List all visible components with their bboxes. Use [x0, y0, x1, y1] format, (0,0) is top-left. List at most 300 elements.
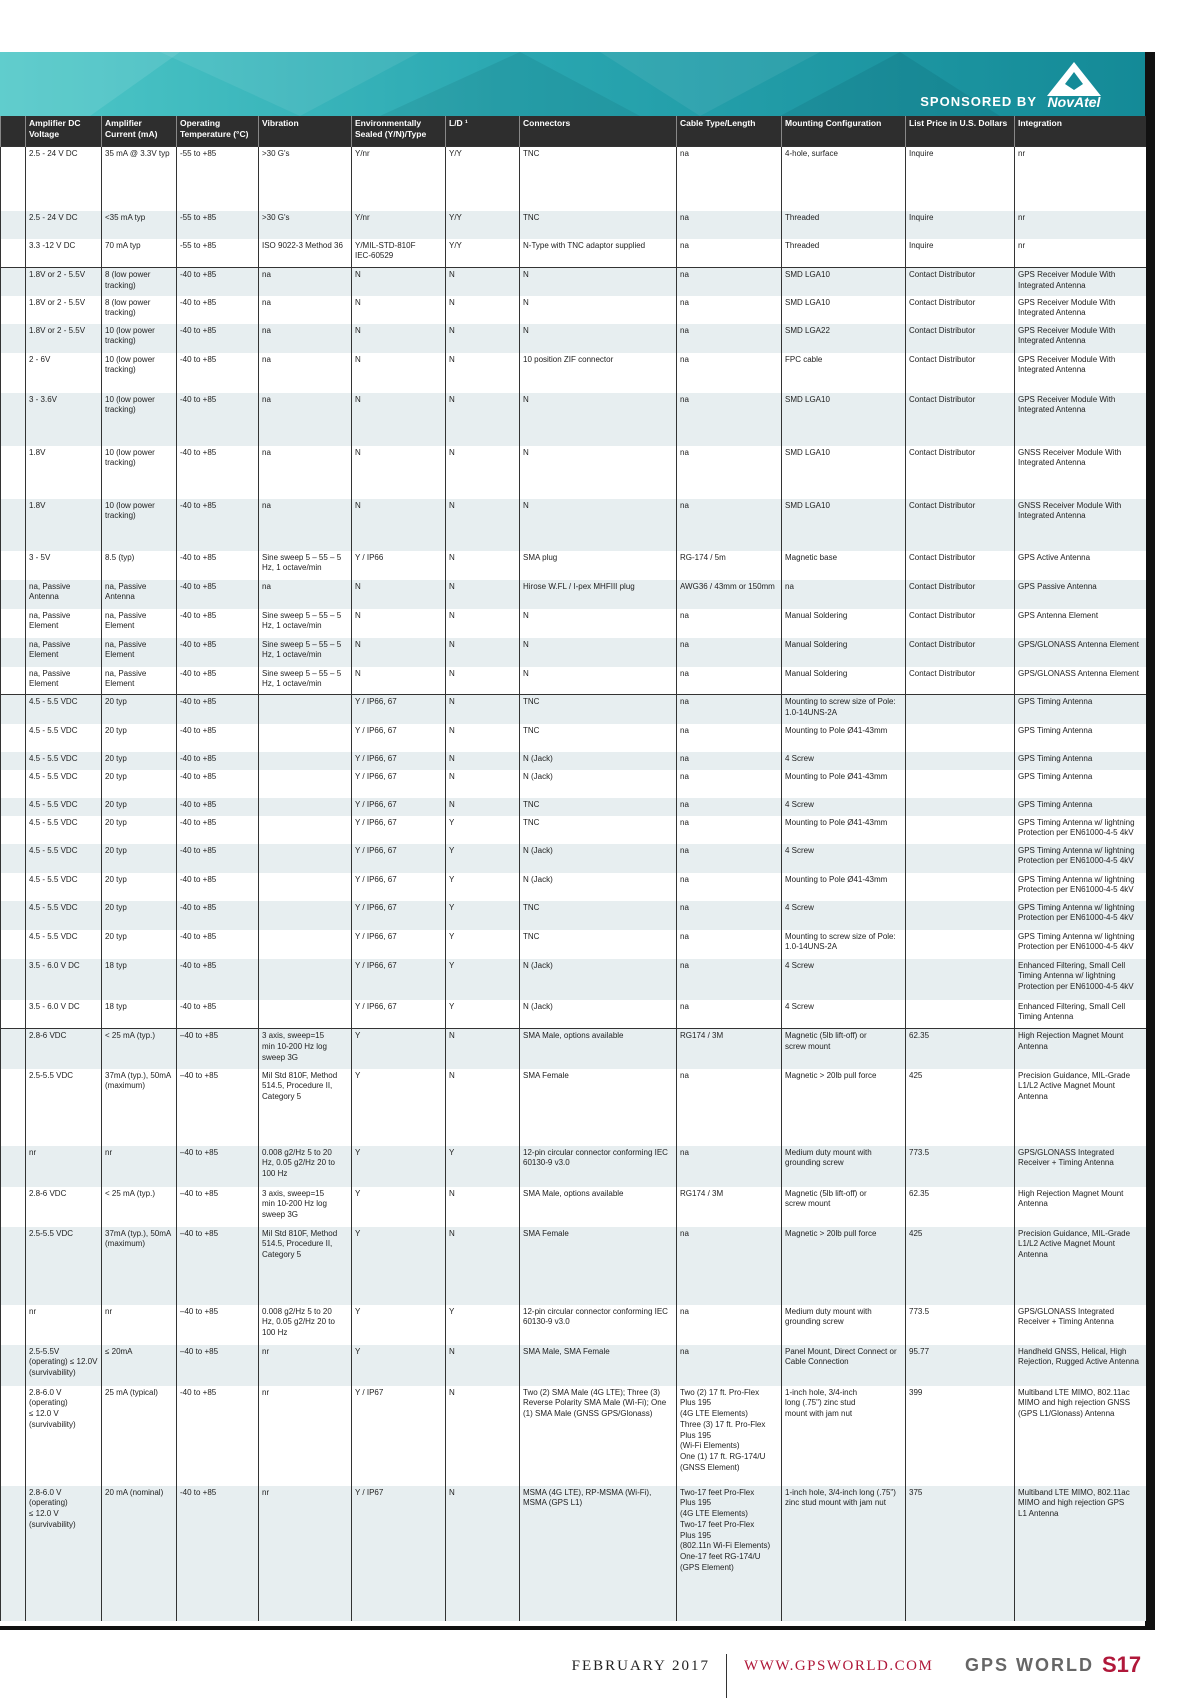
table-row	[1, 1187, 1146, 1227]
row-edge-cell	[1, 667, 26, 695]
table-cell: N	[446, 770, 520, 798]
table-cell: Precision Guidance, MIL-Grade L1/L2 Active Magnet Mount Antenna	[1015, 1069, 1146, 1146]
table-row	[1, 1000, 1146, 1029]
table-header-row	[1, 116, 1146, 147]
table-cell: 20 typ	[102, 816, 177, 844]
table-cell: Contact Distributor	[906, 667, 1015, 695]
table-cell: N	[520, 268, 677, 296]
table-cell: na	[677, 959, 782, 1000]
row-edge-cell	[1, 580, 26, 609]
table-cell: 10 (low power tracking)	[102, 393, 177, 446]
table-row	[1, 324, 1146, 353]
table-cell: 8.5 (typ)	[102, 551, 177, 580]
table-cell: Multiband LTE MIMO, 802.11ac MIMO and high rejection GNSS (GPS L1/Glonass) Antenna	[1015, 1386, 1146, 1486]
table-cell: N	[520, 446, 677, 499]
table-cell: 37mA (typ.), 50mA (maximum)	[102, 1069, 177, 1146]
table-body	[1, 147, 1146, 1621]
table-cell: -40 to +85	[177, 770, 259, 798]
table-cell: 773.5	[906, 1305, 1015, 1345]
table-cell: Contact Distributor	[906, 551, 1015, 580]
table-cell: Enhanced Filtering, Small Cell Timing Antenna w/ lightning Protection per EN61000-4-5 4kV	[1015, 959, 1146, 1000]
table-cell: <35 mA typ	[102, 211, 177, 239]
table-cell: GPS Timing Antenna w/ lightning Protection per EN61000-4-5 4kV	[1015, 816, 1146, 844]
table-cell: GPS Timing Antenna	[1015, 770, 1146, 798]
table-cell: GPS/GLONASS Integrated Receiver + Timing Antenna	[1015, 1305, 1146, 1345]
table-cell: -40 to +85	[177, 638, 259, 667]
table-cell: –40 to +85	[177, 1345, 259, 1386]
table-cell: N	[520, 296, 677, 324]
table-cell: TNC	[520, 798, 677, 816]
table-cell: na	[677, 770, 782, 798]
column-header: Mounting Configuration	[782, 116, 906, 147]
table-row	[1, 1029, 1146, 1069]
table-cell: N	[446, 1227, 520, 1305]
table-cell: Y / IP66, 67	[352, 1000, 446, 1029]
table-cell: Magnetic > 20lb pull force	[782, 1069, 906, 1146]
column-header: Connectors	[520, 116, 677, 147]
table-cell: Y	[446, 816, 520, 844]
table-cell: na	[677, 1227, 782, 1305]
table-cell: na	[677, 147, 782, 211]
table-cell: GPS Timing Antenna w/ lightning Protection per EN61000-4-5 4kV	[1015, 901, 1146, 930]
table-cell: N	[520, 499, 677, 551]
table-row	[1, 1146, 1146, 1187]
table-cell: N	[352, 580, 446, 609]
table-cell	[259, 695, 352, 724]
table-cell: 20 typ	[102, 752, 177, 770]
table-cell: 20 typ	[102, 873, 177, 901]
table-cell: na	[259, 499, 352, 551]
table-row	[1, 1486, 1146, 1621]
table-cell: -40 to +85	[177, 816, 259, 844]
table-cell: GPS/GLONASS Antenna Element	[1015, 667, 1146, 695]
table-cell: na	[677, 1305, 782, 1345]
table-row	[1, 1227, 1146, 1305]
table-cell: N	[446, 446, 520, 499]
sponsor-banner	[0, 52, 1145, 116]
table-cell: 1.8V or 2 - 5.5V	[26, 324, 102, 353]
table-row	[1, 296, 1146, 324]
row-edge-cell	[1, 353, 26, 393]
table-cell: 3.3 -12 V DC	[26, 239, 102, 268]
row-edge-cell	[1, 752, 26, 770]
row-edge-cell	[1, 296, 26, 324]
table-cell: –40 to +85	[177, 1029, 259, 1069]
table-row	[1, 901, 1146, 930]
table-cell: Contact Distributor	[906, 446, 1015, 499]
table-cell: N	[352, 609, 446, 638]
table-cell	[906, 770, 1015, 798]
table-cell: Y	[446, 844, 520, 873]
table-cell: 1.8V	[26, 446, 102, 499]
row-edge-cell	[1, 1305, 26, 1345]
table-cell: -40 to +85	[177, 667, 259, 695]
page-number: S17	[1102, 1652, 1142, 1677]
table-cell: N	[352, 667, 446, 695]
table-cell: nr	[102, 1146, 177, 1187]
table-cell: 2.5 - 24 V DC	[26, 211, 102, 239]
table-cell: 10 (low power tracking)	[102, 446, 177, 499]
table-cell: N	[446, 1187, 520, 1227]
row-edge-cell	[1, 268, 26, 296]
table-cell: nr	[1015, 211, 1146, 239]
table-cell	[906, 930, 1015, 959]
table-cell: SMD LGA10	[782, 296, 906, 324]
table-cell: N (Jack)	[520, 770, 677, 798]
table-cell: 20 typ	[102, 724, 177, 752]
row-edge-cell	[1, 1227, 26, 1305]
table-cell: Medium duty mount with grounding screw	[782, 1305, 906, 1345]
table-cell: na	[677, 1069, 782, 1146]
table-cell: 20 mA (nominal)	[102, 1486, 177, 1621]
table-cell: -40 to +85	[177, 844, 259, 873]
table-row	[1, 353, 1146, 393]
row-edge-cell	[1, 930, 26, 959]
table-cell: MSMA (4G LTE), RP-MSMA (Wi-Fi), MSMA (GPS L1)	[520, 1486, 677, 1621]
table-cell: N	[446, 499, 520, 551]
table-cell: na, Passive Antenna	[26, 580, 102, 609]
table-row	[1, 1305, 1146, 1345]
table-cell: Manual Soldering	[782, 667, 906, 695]
table-cell: 4 Screw	[782, 959, 906, 1000]
row-edge-cell	[1, 1146, 26, 1187]
website-link[interactable]: WWW.GPSWORLD.COM	[744, 1658, 934, 1674]
table-cell: Contact Distributor	[906, 324, 1015, 353]
table-cell: 399	[906, 1386, 1015, 1486]
row-edge-cell	[1, 844, 26, 873]
table-cell: -40 to +85	[177, 930, 259, 959]
table-cell: na	[677, 393, 782, 446]
table-cell: Y	[446, 1305, 520, 1345]
table-cell: -55 to +85	[177, 211, 259, 239]
column-header: List Price in U.S. Dollars	[906, 116, 1015, 147]
row-edge-cell	[1, 959, 26, 1000]
table-cell: Y / IP66, 67	[352, 724, 446, 752]
table-row	[1, 752, 1146, 770]
table-cell: Mounting to Pole Ø41-43mm	[782, 816, 906, 844]
table-cell: Y / IP66, 67	[352, 816, 446, 844]
table-row	[1, 1345, 1146, 1386]
table-cell	[259, 873, 352, 901]
table-cell: Magnetic base	[782, 551, 906, 580]
table-cell: Mil Std 810F, Method 514.5, Procedure II, Category 5	[259, 1227, 352, 1305]
table-cell	[906, 959, 1015, 1000]
table-cell: 35 mA @ 3.3V typ	[102, 147, 177, 211]
table-cell: -40 to +85	[177, 499, 259, 551]
column-header: L/D ¹	[446, 116, 520, 147]
table-cell: -40 to +85	[177, 959, 259, 1000]
row-edge-cell	[1, 816, 26, 844]
table-cell: Y / IP66, 67	[352, 695, 446, 724]
table-cell: SMA Male, SMA Female	[520, 1345, 677, 1386]
row-edge-cell	[1, 211, 26, 239]
column-header: Operating Temperature (°C)	[177, 116, 259, 147]
table-cell: na, Passive Antenna	[102, 580, 177, 609]
row-edge-cell	[1, 901, 26, 930]
table-cell: Medium duty mount with grounding screw	[782, 1146, 906, 1187]
table-row	[1, 695, 1146, 724]
table-cell	[259, 1000, 352, 1029]
table-cell	[906, 752, 1015, 770]
table-cell	[259, 959, 352, 1000]
table-cell: Y / IP67	[352, 1386, 446, 1486]
table-cell: 10 (low power tracking)	[102, 499, 177, 551]
table-row	[1, 609, 1146, 638]
table-cell: Magnetic > 20lb pull force	[782, 1227, 906, 1305]
table-cell: -40 to +85	[177, 393, 259, 446]
table-row	[1, 147, 1146, 211]
sponsored-by-label: SPONSORED BY	[920, 94, 1037, 109]
table-cell: N	[446, 268, 520, 296]
table-cell: RG-174 / 5m	[677, 551, 782, 580]
table-cell: N (Jack)	[520, 1000, 677, 1029]
table-cell: Y / IP66	[352, 551, 446, 580]
table-cell: N	[446, 580, 520, 609]
table-cell: -40 to +85	[177, 724, 259, 752]
table-cell: Multiband LTE MIMO, 802.11ac MIMO and high rejection GPS L1 Antenna	[1015, 1486, 1146, 1621]
table-cell: na	[677, 211, 782, 239]
table-cell: N	[446, 1069, 520, 1146]
row-edge-cell	[1, 1345, 26, 1386]
table-cell: na	[677, 499, 782, 551]
table-cell: N	[446, 296, 520, 324]
table-cell	[906, 1000, 1015, 1029]
table-cell: GPS Timing Antenna	[1015, 724, 1146, 752]
table-cell: Contact Distributor	[906, 353, 1015, 393]
table-cell: Hirose W.FL / I-pex MHFIII plug	[520, 580, 677, 609]
table-cell: TNC	[520, 211, 677, 239]
table-cell: 3 - 5V	[26, 551, 102, 580]
table-cell: 4 Screw	[782, 752, 906, 770]
table-cell: GPS Receiver Module With Integrated Antenna	[1015, 268, 1146, 296]
table-cell: Y	[446, 959, 520, 1000]
table-cell: Y / IP66, 67	[352, 959, 446, 1000]
table-row	[1, 551, 1146, 580]
table-row	[1, 667, 1146, 695]
table-cell: 12-pin circular connector conforming IEC 60130-9 v3.0	[520, 1146, 677, 1187]
table-cell: GPS Receiver Module With Integrated Antenna	[1015, 393, 1146, 446]
table-cell: 95.77	[906, 1345, 1015, 1386]
table-cell: N	[446, 324, 520, 353]
table-cell: AWG36 / 43mm or 150mm	[677, 580, 782, 609]
column-header: Integration	[1015, 116, 1146, 147]
table-cell: 20 typ	[102, 901, 177, 930]
table-cell	[906, 724, 1015, 752]
table-cell	[259, 752, 352, 770]
row-edge-cell	[1, 770, 26, 798]
table-cell: Y	[352, 1227, 446, 1305]
table-cell: 62.35	[906, 1029, 1015, 1069]
table-cell: SMD LGA10	[782, 268, 906, 296]
table-cell: na	[677, 239, 782, 268]
table-row	[1, 1069, 1146, 1146]
table-cell: 4 Screw	[782, 798, 906, 816]
table-cell: FPC cable	[782, 353, 906, 393]
row-edge-cell	[1, 147, 26, 211]
table-cell: N	[446, 724, 520, 752]
table-cell: -40 to +85	[177, 901, 259, 930]
table-row	[1, 816, 1146, 844]
header-edge	[1, 116, 26, 147]
table-cell: na	[677, 724, 782, 752]
table-cell: 2.8-6 VDC	[26, 1187, 102, 1227]
table-cell: na	[259, 296, 352, 324]
issue-date: FEBRUARY 2017	[571, 1658, 710, 1674]
table-cell: 18 typ	[102, 959, 177, 1000]
table-cell: Sine sweep 5 – 55 – 5 Hz, 1 octave/min	[259, 609, 352, 638]
table-cell: 0.008 g2/Hz 5 to 20 Hz, 0.05 g2/Hz 20 to 100 Hz	[259, 1305, 352, 1345]
table-cell: 4.5 - 5.5 VDC	[26, 930, 102, 959]
table-cell: nr	[259, 1486, 352, 1621]
table-cell: 62.35	[906, 1187, 1015, 1227]
table-cell: Two (2) 17 ft. Pro-Flex Plus 195 (4G LTE Elements) Three (3) 17 ft. Pro-Flex Plus 195 (Wi-Fi Elements) One (1) 17 ft. RG-174/U (GNSS Element)	[677, 1386, 782, 1486]
table-cell: na, Passive Element	[102, 667, 177, 695]
antenna-specs-table	[0, 116, 1146, 1621]
table-cell: SMA Male, options available	[520, 1187, 677, 1227]
footer-divider	[726, 1654, 727, 1698]
right-edge-bar	[1145, 52, 1155, 1628]
table-cell: Contact Distributor	[906, 268, 1015, 296]
table-cell: 4 Screw	[782, 901, 906, 930]
table-cell: na	[259, 393, 352, 446]
table-cell: 8 (low power tracking)	[102, 296, 177, 324]
table-cell: GPS Receiver Module With Integrated Antenna	[1015, 296, 1146, 324]
table-cell: 2.5-5.5V (operating) ≤ 12.0V (survivability)	[26, 1345, 102, 1386]
table-cell: Y	[446, 873, 520, 901]
table-cell: 20 typ	[102, 930, 177, 959]
table-cell: 4 Screw	[782, 1000, 906, 1029]
table-cell: -40 to +85	[177, 296, 259, 324]
table-cell: N	[446, 1029, 520, 1069]
table-cell: Y	[352, 1187, 446, 1227]
table-cell: –40 to +85	[177, 1227, 259, 1305]
table-cell: 18 typ	[102, 1000, 177, 1029]
table-cell: 0.008 g2/Hz 5 to 20 Hz, 0.05 g2/Hz 20 to 100 Hz	[259, 1146, 352, 1187]
table-cell: Handheld GNSS, Helical, High Rejection, Rugged Active Antenna	[1015, 1345, 1146, 1386]
table-cell: Y/nr	[352, 147, 446, 211]
table-cell: Y / IP66, 67	[352, 752, 446, 770]
table-cell: GPS Timing Antenna	[1015, 752, 1146, 770]
row-edge-cell	[1, 873, 26, 901]
table-cell: Threaded	[782, 211, 906, 239]
row-edge-cell	[1, 393, 26, 446]
table-cell: 1-inch hole, 3/4-inch long (.75") zinc stud mount with jam nut	[782, 1386, 906, 1486]
table-cell: N	[520, 324, 677, 353]
table-cell: Manual Soldering	[782, 638, 906, 667]
table-cell: nr	[1015, 239, 1146, 268]
table-cell: nr	[26, 1305, 102, 1345]
table-cell: na, Passive Element	[102, 638, 177, 667]
table-cell: SMD LGA10	[782, 499, 906, 551]
table-cell: 425	[906, 1227, 1015, 1305]
table-cell	[259, 844, 352, 873]
table-cell	[259, 930, 352, 959]
table-cell	[906, 873, 1015, 901]
table-cell: –40 to +85	[177, 1146, 259, 1187]
row-edge-cell	[1, 1486, 26, 1621]
row-edge-cell	[1, 1029, 26, 1069]
table-cell: nr	[26, 1146, 102, 1187]
table-cell: Contact Distributor	[906, 638, 1015, 667]
row-edge-cell	[1, 446, 26, 499]
specs-table-container	[0, 116, 1145, 1628]
table-cell: 4.5 - 5.5 VDC	[26, 844, 102, 873]
table-cell: Contact Distributor	[906, 580, 1015, 609]
table-cell: N	[352, 446, 446, 499]
table-cell: GNSS Receiver Module With Integrated Antenna	[1015, 499, 1146, 551]
table-cell: na, Passive Element	[26, 667, 102, 695]
table-row	[1, 211, 1146, 239]
table-cell: Y	[446, 930, 520, 959]
table-cell: 2 - 6V	[26, 353, 102, 393]
table-cell: na, Passive Element	[102, 609, 177, 638]
table-cell: Y	[352, 1146, 446, 1187]
table-cell: >30 G's	[259, 147, 352, 211]
table-cell: Precision Guidance, MIL-Grade L1/L2 Active Magnet Mount Antenna	[1015, 1227, 1146, 1305]
table-cell: GPS Antenna Element	[1015, 609, 1146, 638]
table-cell: na	[677, 638, 782, 667]
row-edge-cell	[1, 1187, 26, 1227]
table-cell: Y	[352, 1305, 446, 1345]
table-cell: Sine sweep 5 – 55 – 5 Hz, 1 octave/min	[259, 667, 352, 695]
table-row	[1, 798, 1146, 816]
table-cell: 425	[906, 1069, 1015, 1146]
table-cell: GNSS Receiver Module With Integrated Antenna	[1015, 446, 1146, 499]
table-cell: GPS Timing Antenna w/ lightning Protection per EN61000-4-5 4kV	[1015, 844, 1146, 873]
table-cell: Contact Distributor	[906, 609, 1015, 638]
table-cell: Y / IP66, 67	[352, 770, 446, 798]
table-cell: na	[677, 667, 782, 695]
table-cell: 2.5-5.5 VDC	[26, 1069, 102, 1146]
table-cell: N	[352, 638, 446, 667]
table-cell: 3.5 - 6.0 V DC	[26, 959, 102, 1000]
table-cell: Mounting to Pole Ø41-43mm	[782, 724, 906, 752]
table-cell: Mounting to Pole Ø41-43mm	[782, 770, 906, 798]
table-cell: Contact Distributor	[906, 296, 1015, 324]
table-cell: Y / IP66, 67	[352, 844, 446, 873]
table-cell: ISO 9022-3 Method 36	[259, 239, 352, 268]
table-cell: na, Passive Element	[26, 638, 102, 667]
table-cell: -40 to +85	[177, 1386, 259, 1486]
table-cell: -40 to +85	[177, 324, 259, 353]
table-cell: 20 typ	[102, 844, 177, 873]
table-row	[1, 844, 1146, 873]
table-cell: Mounting to screw size of Pole: 1.0-14UNS-2A	[782, 695, 906, 724]
table-cell: 10 position ZIF connector	[520, 353, 677, 393]
table-cell: 3 axis, sweep=15 min 10-200 Hz log sweep 3G	[259, 1029, 352, 1069]
table-cell: 4.5 - 5.5 VDC	[26, 724, 102, 752]
table-cell: N	[446, 798, 520, 816]
table-cell: N (Jack)	[520, 873, 677, 901]
row-edge-cell	[1, 638, 26, 667]
table-cell: N	[520, 667, 677, 695]
table-cell: TNC	[520, 816, 677, 844]
table-cell: na	[677, 353, 782, 393]
table-cell: -40 to +85	[177, 695, 259, 724]
table-cell: Y	[352, 1069, 446, 1146]
table-cell: SMD LGA22	[782, 324, 906, 353]
table-cell: Y	[352, 1345, 446, 1386]
table-cell: N	[352, 296, 446, 324]
table-cell: -40 to +85	[177, 1486, 259, 1621]
page-footer	[0, 1650, 1200, 1708]
table-cell: N	[446, 1345, 520, 1386]
table-cell	[259, 798, 352, 816]
table-cell: SMD LGA10	[782, 446, 906, 499]
table-cell: Inquire	[906, 211, 1015, 239]
table-cell: N	[352, 393, 446, 446]
table-cell: N	[446, 551, 520, 580]
